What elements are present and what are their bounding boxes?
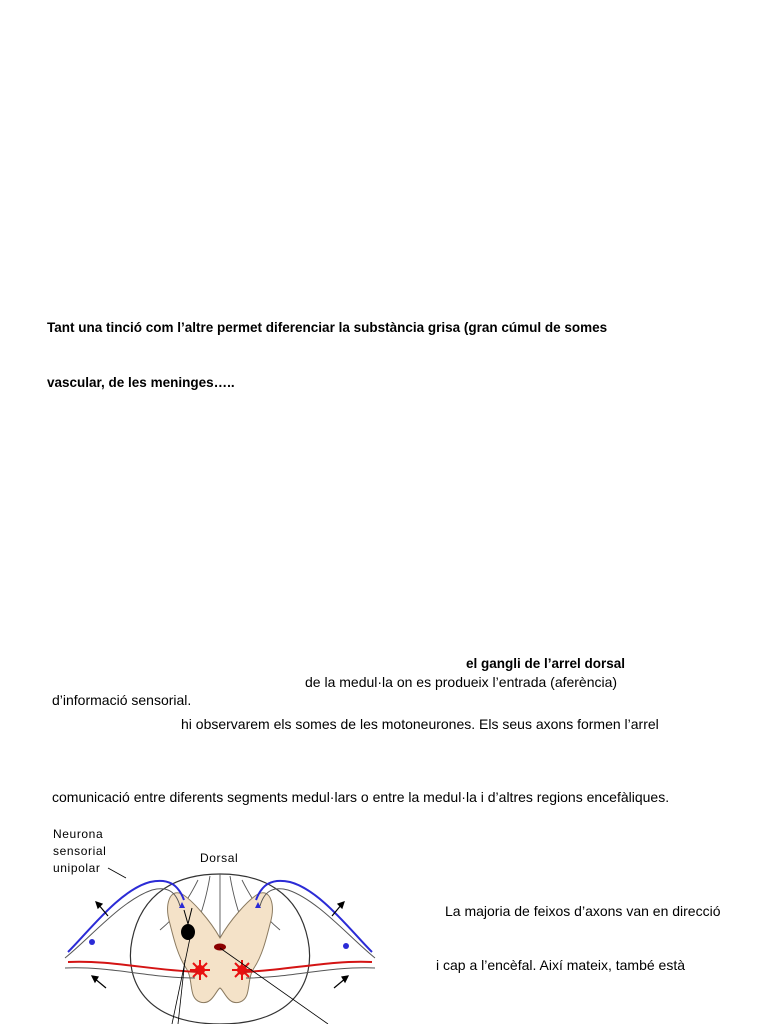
paragraph-1-line-1: Tant una tinció com l’altre permet diferenciar la substància grisa (gran cúmul de somes xyxy=(47,320,608,335)
label-neuron-line-2: sensorial xyxy=(53,844,107,858)
neuron-label-pointer xyxy=(108,868,126,878)
paragraph-3-line-1: hi observarem els somes de les motoneurones. Els seus axons formen l’arrel xyxy=(181,716,659,732)
paragraph-2-line-2: d’informació sensorial. xyxy=(52,692,192,708)
spinal-cord-diagram xyxy=(60,860,380,1024)
label-neuron-line-1: Neurona xyxy=(53,827,104,841)
sensory-neuron-soma xyxy=(181,924,195,940)
label-neuron-line-3: unipolar xyxy=(53,861,101,875)
side-text-line-2: i cap a l’encèfal. Així mateix, també està xyxy=(436,957,686,973)
motor-neuron-left xyxy=(190,960,210,980)
ganglion-heading: el gangli de l’arrel dorsal xyxy=(466,656,626,671)
label-dorsal: Dorsal xyxy=(200,851,239,865)
paragraph-1-line-2: vascular, de les meninges….. xyxy=(47,375,235,390)
paragraph-2-line-1: de la medul·la on es produeix l’entrada (aferència) xyxy=(305,674,618,690)
paragraph-4-line-1: comunicació entre diferents segments medul·lars o entre la medul·la i d’altres regions encefàliques. xyxy=(52,789,670,805)
central-canal xyxy=(214,944,226,951)
side-text-line-1: La majoria de feixos d’axons van en direcció xyxy=(445,903,721,919)
